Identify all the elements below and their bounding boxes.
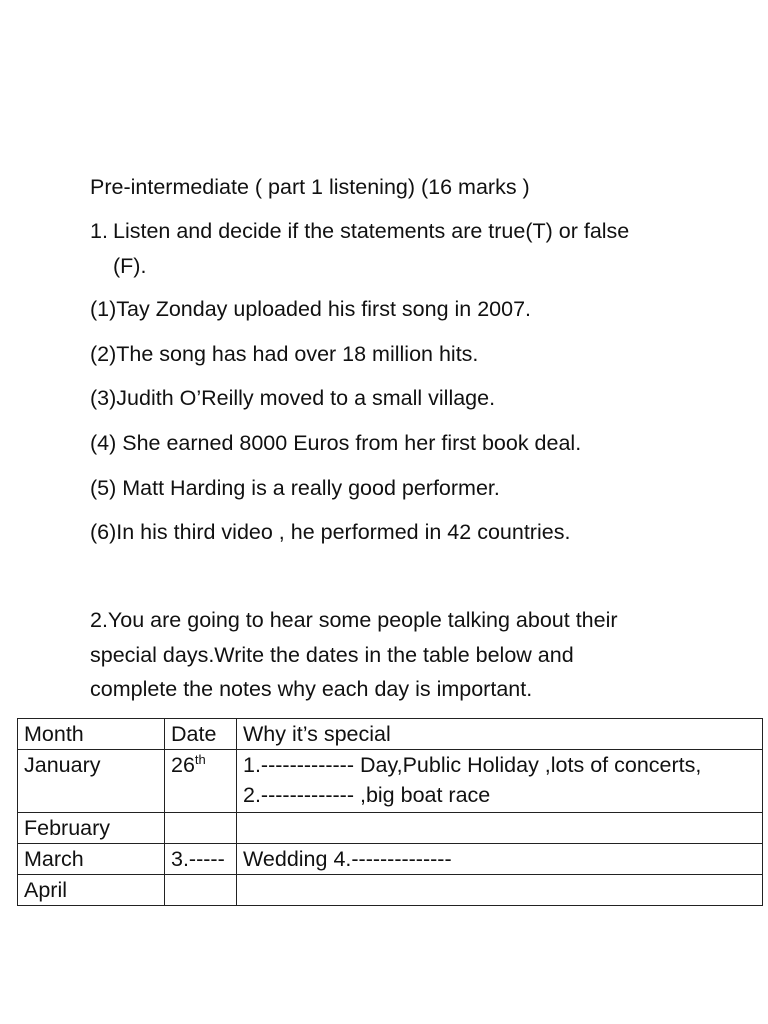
cell-month: February (18, 813, 165, 844)
question-1-instruction-line1: Listen and decide if the statements are true(T) or false (113, 219, 630, 243)
header-date: Date (165, 719, 237, 750)
cell-why (237, 875, 763, 906)
date-suffix: th (194, 751, 206, 767)
cell-why (237, 813, 763, 844)
cell-why (237, 750, 763, 813)
page-title: Pre-intermediate ( part 1 listening) (16 marks ) (90, 175, 530, 199)
cell-date: 3.----- (165, 844, 237, 875)
table-row (18, 844, 763, 875)
header-month: Month (18, 719, 165, 750)
question-1-instruction (90, 219, 629, 244)
why-line-1: 1.------------- Day,Public Holiday ,lots of concerts, (243, 753, 702, 777)
question-2-instruction-line2: special days.Write the dates in the table below and (90, 643, 574, 667)
cell-month: March (18, 844, 165, 875)
statement-1: (1)Tay Zonday uploaded his first song in 2007. (90, 297, 532, 321)
table-row (18, 875, 763, 906)
why-line-2: 2.------------- ,big boat race (243, 783, 491, 807)
cell-date (165, 750, 237, 813)
cell-date (165, 875, 237, 906)
date-day: 26 (171, 753, 195, 777)
table-header-row (18, 719, 763, 750)
cell-why: Wedding 4.-------------- (237, 844, 763, 875)
special-days-table (17, 718, 763, 906)
question-1-instruction-line2: (F). (113, 254, 147, 278)
header-why-special: Why it’s special (237, 719, 763, 750)
question-1-number: 1. (90, 219, 108, 243)
question-2-instruction-line1: 2.You are going to hear some people talking about their (90, 608, 618, 632)
cell-date (165, 813, 237, 844)
question-2-instruction-line3: complete the notes why each day is important. (90, 677, 533, 701)
statement-4: (4) She earned 8000 Euros from her first book deal. (90, 431, 582, 455)
statement-5: (5) Matt Harding is a really good performer. (90, 476, 500, 500)
statement-2: (2)The song has had over 18 million hits. (90, 342, 479, 366)
cell-month: April (18, 875, 165, 906)
table-row (18, 813, 763, 844)
cell-month: January (18, 750, 165, 813)
statement-6: (6)In his third video , he performed in 42 countries. (90, 520, 571, 544)
table-row (18, 750, 763, 813)
statement-3: (3)Judith O’Reilly moved to a small village. (90, 386, 496, 410)
